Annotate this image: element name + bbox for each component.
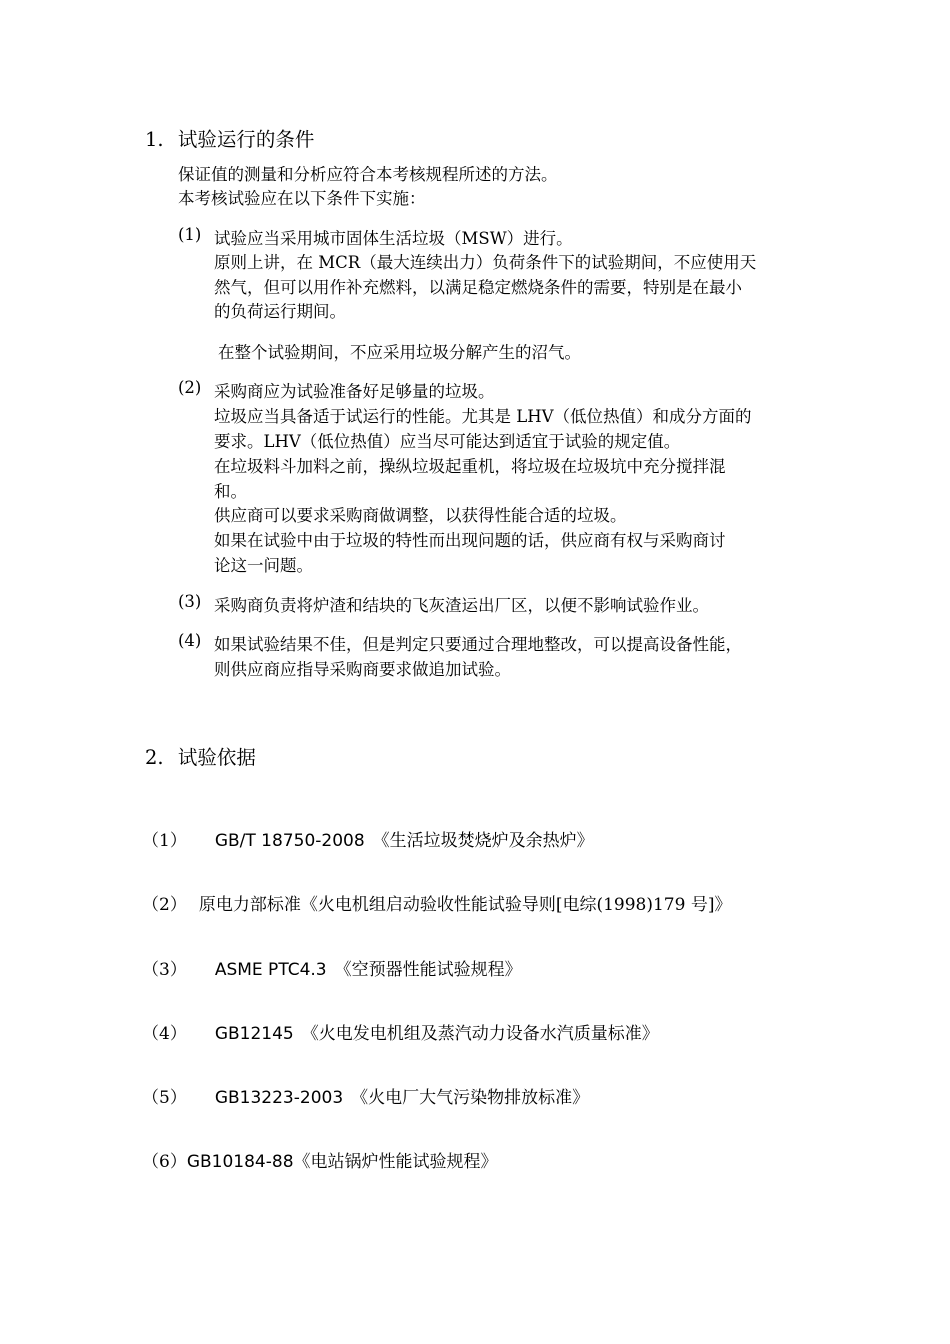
- ref-5-number: （5）: [142, 1088, 187, 1108]
- intro-line-1: 保证值的测量和分析应符合本考核规程所述的方法。: [178, 165, 558, 184]
- ref-1-name: 《生活垃圾焚烧炉及余热炉》: [372, 831, 594, 851]
- ref-3: [142, 955, 522, 980]
- ref-3-name: 《空预器性能试验规程》: [334, 960, 522, 980]
- item-2-line-3: 要求。LHV（低位热值）应当尽可能达到适宜于试验的规定值。: [214, 432, 681, 451]
- item-2-line-1: 采购商应为试验准备好足够量的垃圾。: [214, 382, 495, 401]
- ref-6-number: （6）: [142, 1152, 187, 1172]
- ref-6: [142, 1147, 498, 1172]
- ref-5-name: 《火电厂大气污染物排放标准》: [351, 1088, 590, 1108]
- ref-2-number: （2）: [142, 895, 187, 915]
- item-2-line-6: 供应商可以要求采购商做调整，以获得性能合适的垃圾。: [214, 506, 627, 525]
- section-1-number: 1.: [145, 128, 164, 151]
- item-1-number: (1): [178, 225, 202, 244]
- section-1-heading: [145, 124, 314, 152]
- ref-3-code: ASME PTC4.3: [214, 960, 327, 980]
- item-3-number: (3): [178, 592, 202, 611]
- item-2-line-8: 论这一问题。: [214, 556, 313, 575]
- ref-5-code: GB13223-2003: [214, 1088, 344, 1108]
- item-2-line-7: 如果在试验中由于垃圾的特性而出现问题的话，供应商有权与采购商讨: [214, 531, 726, 550]
- item-2-line-5: 和。: [214, 482, 247, 501]
- ref-1-number: （1）: [142, 831, 187, 851]
- item-1-line-2: 原则上讲，在 MCR（最大连续出力）负荷条件下的试验期间，不应使用天: [214, 253, 757, 272]
- item-2-number: (2): [178, 378, 202, 397]
- item-3-line-1: 采购商负责将炉渣和结块的飞灰渣运出厂区，以便不影响试验作业。: [214, 596, 709, 615]
- item-1-extra: 在整个试验期间，不应采用垃圾分解产生的沼气。: [218, 343, 581, 362]
- ref-3-number: （3）: [142, 960, 187, 980]
- ref-1: [142, 826, 594, 851]
- item-1-line-4: 的负荷运行期间。: [214, 302, 346, 321]
- ref-4-number: （4）: [142, 1024, 187, 1044]
- intro-line-2: 本考核试验应在以下条件下实施：: [178, 189, 426, 208]
- ref-1-code: GB/T 18750-2008: [214, 831, 365, 851]
- section-2-title: 试验依据: [177, 746, 256, 769]
- ref-4-name: 《火电发电机组及蒸汽动力设备水汽质量标准》: [301, 1024, 659, 1044]
- ref-2-name: 原电力部标准《火电机组启动验收性能试验导则[电综(1998)179 号]》: [198, 895, 732, 915]
- ref-6-code: GB10184-88: [186, 1152, 294, 1172]
- item-2-line-4: 在垃圾料斗加料之前，操纵垃圾起重机，将垃圾在垃圾坑中充分搅拌混: [214, 457, 726, 476]
- ref-2: [142, 890, 731, 915]
- item-1-line-3: 然气，但可以用作补充燃料，以满足稳定燃烧条件的需要，特别是在最小: [214, 278, 742, 297]
- ref-4: [142, 1019, 659, 1044]
- item-4-number: (4): [178, 631, 202, 650]
- ref-4-code: GB12145: [214, 1024, 294, 1044]
- item-2-line-2: 垃圾应当具备适于试运行的性能。尤其是 LHV（低位热值）和成分方面的: [214, 407, 752, 426]
- item-4-line-2: 则供应商应指导采购商要求做追加试验。: [214, 660, 511, 679]
- section-2-heading: [145, 742, 256, 770]
- ref-5: [142, 1083, 589, 1108]
- section-1-title: 试验运行的条件: [177, 128, 315, 151]
- item-1-line-1: 试验应当采用城市固体生活垃圾（MSW）进行。: [214, 229, 573, 248]
- ref-6-name: 《电站锅炉性能试验规程》: [293, 1152, 498, 1172]
- section-2-number: 2.: [145, 746, 164, 769]
- item-4-line-1: 如果试验结果不佳，但是判定只要通过合理地整改，可以提高设备性能，: [214, 635, 742, 654]
